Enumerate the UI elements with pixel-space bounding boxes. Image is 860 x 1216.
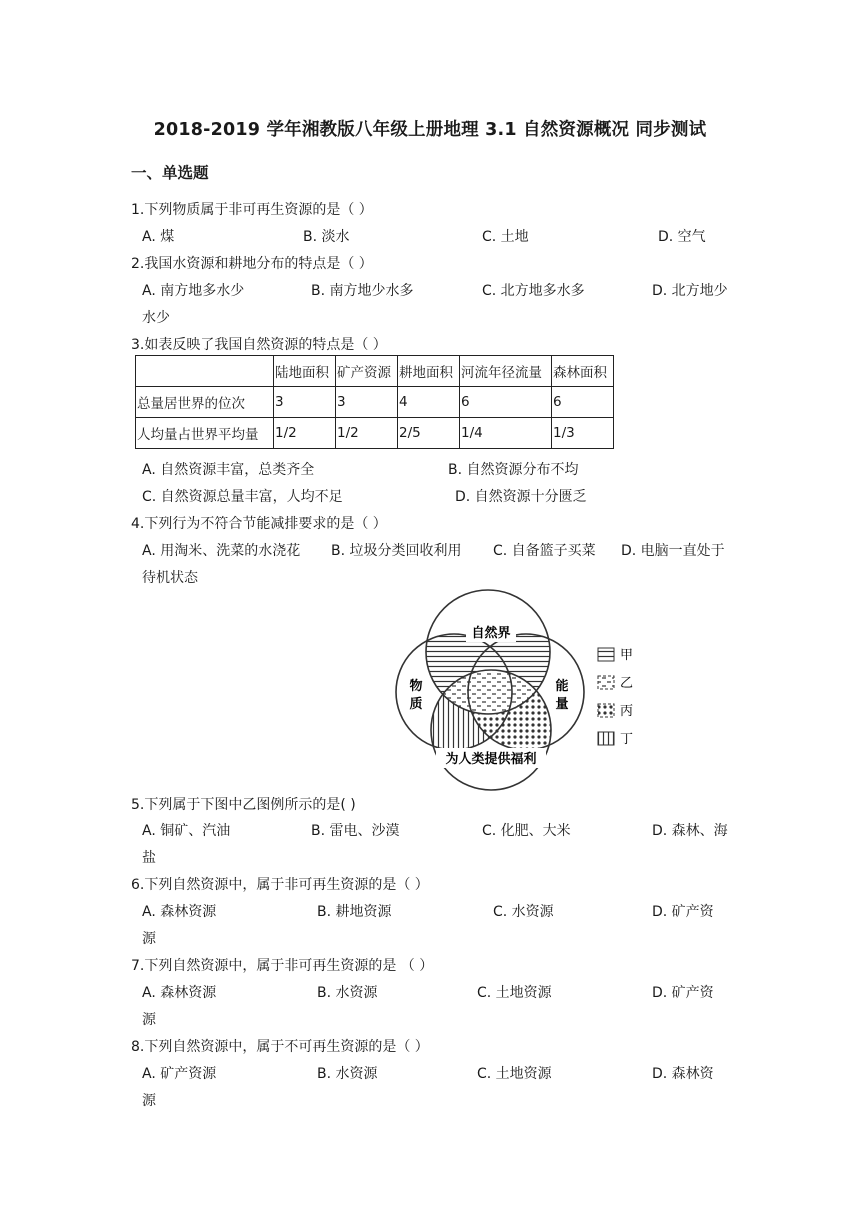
question-8-option-a: A. 矿产资源 [142, 1066, 217, 1082]
legend-label-jia: 甲 [620, 648, 634, 663]
venn-diagram [386, 584, 646, 794]
question-3-option-b: B. 自然资源分布不均 [448, 462, 579, 478]
question-8-option-b: B. 水资源 [317, 1066, 378, 1082]
question-3-option-c: C. 自然资源总量丰富，人均不足 [142, 489, 343, 505]
question-4-option-a: A. 用淘米、洗菜的水浇花 [142, 543, 301, 559]
table-cell: 1/2 [336, 418, 398, 449]
question-2-option-d-continued: 水少 [142, 310, 170, 326]
question-8-option-d-continued: 源 [142, 1093, 156, 1109]
question-3-option-a: A. 自然资源丰富，总类齐全 [142, 462, 315, 478]
question-8-option-c: C. 土地资源 [477, 1066, 552, 1082]
legend-swatch-ding [598, 732, 614, 745]
question-6-option-d-continued: 源 [142, 931, 156, 947]
question-4-option-b: B. 垃圾分类回收利用 [331, 543, 462, 559]
question-3-option-d: D. 自然资源十分匮乏 [455, 489, 587, 505]
question-1-option-b: B. 淡水 [303, 229, 350, 245]
table-cell: 1/3 [552, 418, 614, 449]
question-2-option-c: C. 北方地多水多 [482, 283, 585, 299]
question-1-option-c: C. 土地 [482, 229, 529, 245]
venn-label-energy-2: 量 [555, 697, 569, 712]
table-cell: 3 [274, 387, 336, 418]
table-cell: 6 [460, 387, 552, 418]
question-5-option-d-continued: 盐 [142, 850, 156, 866]
resource-table [135, 355, 614, 449]
question-1-stem: 1.下列物质属于非可再生资源的是（ ） [131, 202, 373, 218]
question-7-option-a: A. 森林资源 [142, 985, 217, 1001]
question-8-option-d: D. 森林资 [652, 1066, 714, 1082]
question-4-option-d-continued: 待机状态 [142, 570, 198, 586]
table-header-cell: 森林面积 [552, 356, 614, 387]
table-header-cell: 河流年径流量 [460, 356, 552, 387]
table-cell: 1/4 [460, 418, 552, 449]
table-cell: 1/2 [274, 418, 336, 449]
question-1-option-d: D. 空气 [658, 229, 706, 245]
question-6-option-c: C. 水资源 [493, 904, 554, 920]
question-5-stem: 5.下列属于下图中乙图例所示的是( ) [131, 797, 356, 813]
table-cell: 2/5 [398, 418, 460, 449]
table-cell: 人均量占世界平均量 [136, 418, 274, 449]
venn-legend [598, 648, 633, 747]
venn-label-matter-2: 质 [409, 697, 423, 712]
table-row [136, 387, 614, 418]
question-4-option-d: D. 电脑一直处于 [621, 543, 725, 559]
question-3-stem: 3.如表反映了我国自然资源的特点是（ ） [131, 337, 387, 353]
legend-swatch-yi [598, 676, 614, 689]
question-5-option-b: B. 雷电、沙漠 [311, 823, 400, 839]
legend-swatch-jia [598, 648, 614, 661]
question-5-option-d: D. 森林、海 [652, 823, 728, 839]
legend-label-bing: 丙 [620, 704, 634, 719]
question-2-option-d: D. 北方地少 [652, 283, 728, 299]
question-4-option-c: C. 自备篮子买菜 [493, 543, 596, 559]
table-cell: 4 [398, 387, 460, 418]
table-header-cell [136, 356, 274, 387]
section-heading: 一、单选题 [131, 164, 209, 182]
question-6-stem: 6.下列自然资源中，属于非可再生资源的是（ ） [131, 877, 429, 893]
table-header-row [136, 356, 614, 387]
question-7-stem: 7.下列自然资源中，属于非可再生资源的是 （ ） [131, 958, 434, 974]
question-1-option-a: A. 煤 [142, 229, 175, 245]
question-8-stem: 8.下列自然资源中，属于不可再生资源的是（ ） [131, 1039, 429, 1055]
question-2-option-b: B. 南方地少水多 [311, 283, 414, 299]
table-row [136, 418, 614, 449]
table-header-cell: 耕地面积 [398, 356, 460, 387]
question-6-option-b: B. 耕地资源 [317, 904, 392, 920]
table-cell: 6 [552, 387, 614, 418]
question-7-option-d-continued: 源 [142, 1012, 156, 1028]
table-cell: 3 [336, 387, 398, 418]
question-7-option-d: D. 矿产资 [652, 985, 714, 1001]
venn-label-nature: 自然界 [471, 626, 511, 641]
question-7-option-b: B. 水资源 [317, 985, 378, 1001]
document-title: 2018-2019 学年湘教版八年级上册地理 3.1 自然资源概况 同步测试 [153, 120, 707, 140]
question-2-stem: 2.我国水资源和耕地分布的特点是（ ） [131, 256, 373, 272]
legend-label-yi: 乙 [620, 676, 634, 691]
venn-label-matter-1: 物 [409, 679, 423, 694]
table-cell: 总量居世界的位次 [136, 387, 274, 418]
question-6-option-a: A. 森林资源 [142, 904, 217, 920]
legend-label-ding: 丁 [620, 732, 634, 747]
venn-label-energy-1: 能 [555, 679, 569, 694]
question-5-option-c: C. 化肥、大米 [482, 823, 571, 839]
legend-swatch-bing [598, 704, 614, 717]
question-7-option-c: C. 土地资源 [477, 985, 552, 1001]
question-6-option-d: D. 矿产资 [652, 904, 714, 920]
question-4-stem: 4.下列行为不符合节能减排要求的是（ ） [131, 516, 387, 532]
question-5-option-a: A. 铜矿、汽油 [142, 823, 231, 839]
question-2-option-a: A. 南方地多水少 [142, 283, 245, 299]
table-header-cell: 陆地面积 [274, 356, 336, 387]
venn-label-welfare: 为人类提供福利 [445, 752, 537, 767]
table-header-cell: 矿产资源 [336, 356, 398, 387]
